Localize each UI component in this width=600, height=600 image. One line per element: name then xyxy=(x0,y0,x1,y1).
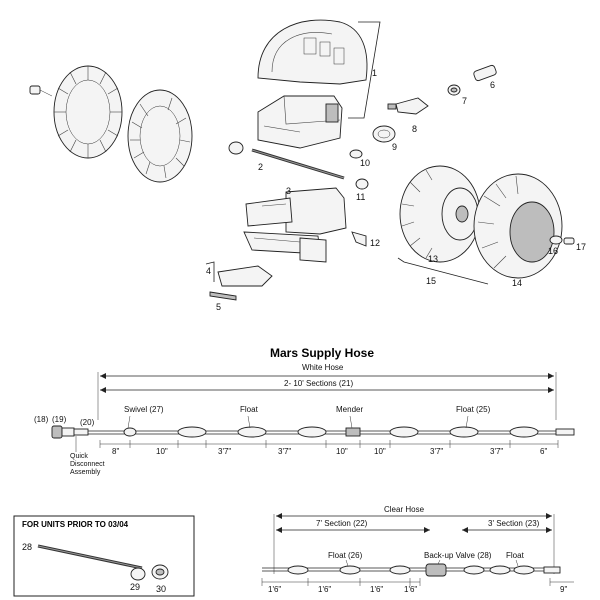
clear-dim-1: 1'6" xyxy=(268,585,282,594)
part-6-fitting xyxy=(473,65,497,82)
supply-hose-line xyxy=(52,416,574,438)
callout-4: 4 xyxy=(206,266,212,276)
callout-11: 11 xyxy=(356,192,366,202)
callout-7: 7 xyxy=(462,96,468,106)
float-26-label: Float (26) xyxy=(328,551,363,560)
prior-units-box xyxy=(14,516,194,596)
bottom-strip xyxy=(210,292,236,300)
callout-15: 15 xyxy=(426,276,437,286)
callout-9: 9 xyxy=(392,142,398,152)
clear-hose-line xyxy=(262,560,560,576)
ref-20: (20) xyxy=(80,418,95,427)
right-hub-parts xyxy=(550,236,574,244)
callout-5: 5 xyxy=(216,302,222,312)
prior-callout-29: 29 xyxy=(130,582,141,592)
left-hub-cap xyxy=(30,86,52,96)
left-wheel-outer xyxy=(54,66,122,158)
clear-hose-dimensions xyxy=(262,578,574,594)
quick-disconnect-line-3: Assembly xyxy=(70,469,101,476)
sections-label: 2- 10' Sections (21) xyxy=(284,379,354,388)
callout-10: 10 xyxy=(360,158,371,168)
ref-18: (18) xyxy=(34,415,49,424)
clear-hose-dimension xyxy=(274,513,554,574)
axle xyxy=(252,150,344,178)
quick-disconnect-line-2: Disconnect xyxy=(70,461,105,468)
callout-6: 6 xyxy=(490,80,496,90)
callout-17: 17 xyxy=(576,242,587,252)
part-12-bracket xyxy=(352,232,366,246)
prior-units-title: FOR UNITS PRIOR TO 03/04 xyxy=(22,520,129,529)
prior-callout-30: 30 xyxy=(156,584,167,594)
bottom-tray xyxy=(206,262,272,286)
supply-hose-dimensions xyxy=(100,440,558,456)
float-label-clear: Float xyxy=(506,551,524,560)
clear-dim-5: 9" xyxy=(560,585,568,594)
part-9-ring xyxy=(373,126,395,142)
clear-dim-3: 1'6" xyxy=(370,585,384,594)
callout-2: 2 xyxy=(258,162,264,172)
chassis xyxy=(244,188,346,262)
axle-bushing xyxy=(229,142,243,154)
dim-8: 3'7" xyxy=(490,447,504,456)
dim-5: 10" xyxy=(336,447,348,456)
section-7-label: 7' Section (22) xyxy=(316,519,368,528)
callout-12: 12 xyxy=(370,238,381,248)
ref-19: (19) xyxy=(52,415,67,424)
float-label-1: Float xyxy=(240,405,258,414)
dim-7: 3'7" xyxy=(430,447,444,456)
right-wheel-outer xyxy=(474,174,562,278)
dim-4: 3'7" xyxy=(278,447,292,456)
callout-14: 14 xyxy=(512,278,523,288)
clear-hose-title: Clear Hose xyxy=(384,505,425,514)
left-wheel-tread xyxy=(128,90,192,182)
body-shell xyxy=(258,20,367,84)
pump-housing xyxy=(258,96,342,148)
dim-9: 6" xyxy=(540,447,548,456)
float-label-2: Float (25) xyxy=(456,405,491,414)
dim-6: 10" xyxy=(374,447,386,456)
backup-valve-label: Back-up Valve (28) xyxy=(424,551,492,560)
part-7-fitting xyxy=(448,85,460,95)
dim-1: 8" xyxy=(112,447,120,456)
clear-dim-4: 1'6" xyxy=(404,585,418,594)
dim-3: 3'7" xyxy=(218,447,232,456)
right-wheel-tread xyxy=(400,166,480,262)
part-10-clip xyxy=(350,150,362,158)
dim-2: 10" xyxy=(156,447,168,456)
mender-label: Mender xyxy=(336,405,364,414)
callout-3: 3 xyxy=(286,186,292,196)
supply-hose-title: Mars Supply Hose xyxy=(270,346,375,360)
quick-disconnect-line-1: Quick xyxy=(70,453,88,460)
callout-8: 8 xyxy=(412,124,418,134)
swivel-label: Swivel (27) xyxy=(124,405,164,414)
part-11-bushing xyxy=(356,179,368,189)
callout-16: 16 xyxy=(548,246,559,256)
prior-callout-28: 28 xyxy=(22,542,33,552)
section-3-label: 3' Section (23) xyxy=(488,519,540,528)
clear-dim-2: 1'6" xyxy=(318,585,332,594)
white-hose-label: White Hose xyxy=(302,363,344,372)
callout-1: 1 xyxy=(372,68,378,78)
callout-13: 13 xyxy=(428,254,439,264)
part-8-connector xyxy=(388,98,428,114)
